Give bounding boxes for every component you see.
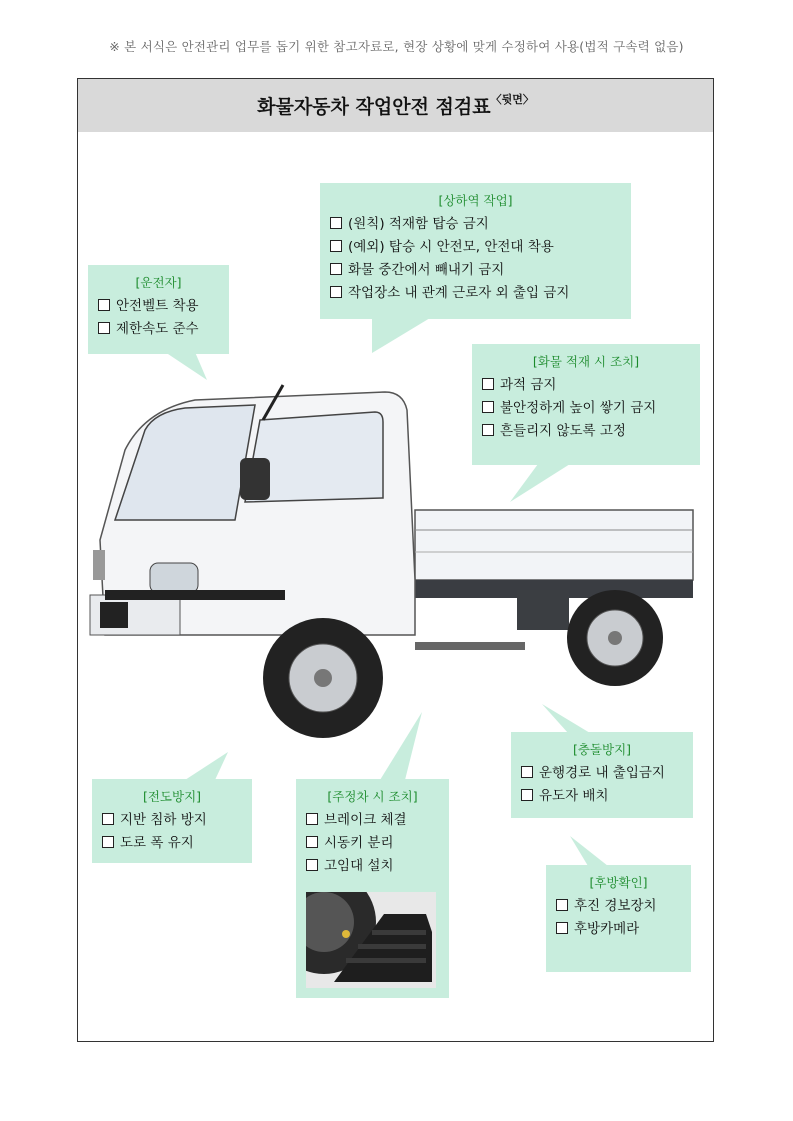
checklist-item[interactable]: 유도자 배치 <box>521 785 683 808</box>
checklist-item[interactable]: 제한속도 준수 <box>98 318 219 341</box>
checkbox-icon[interactable] <box>330 240 342 252</box>
wheel-chock-image <box>306 892 436 988</box>
checklist-item[interactable]: (원칙) 적재함 탑승 금지 <box>330 213 621 236</box>
checkbox-icon[interactable] <box>521 789 533 801</box>
checkbox-icon[interactable] <box>330 263 342 275</box>
checklist-item[interactable]: 고임대 설치 <box>306 855 439 878</box>
driver-heading: [운전자] <box>135 275 182 290</box>
checkbox-icon[interactable] <box>521 766 533 778</box>
checkbox-icon[interactable] <box>330 286 342 298</box>
checkbox-icon[interactable] <box>306 836 318 848</box>
rear-heading: [후방확인] <box>589 875 648 890</box>
checklist-item[interactable]: 과적 금지 <box>482 374 690 397</box>
rollover-heading: [전도방지] <box>142 789 202 804</box>
cargo-heading: [화물 적재 시 조치] <box>532 354 640 369</box>
checkbox-icon[interactable] <box>98 322 110 334</box>
checkbox-icon[interactable] <box>102 836 114 848</box>
checkbox-icon[interactable] <box>556 922 568 934</box>
checklist-item[interactable]: 도로 폭 유지 <box>102 832 242 855</box>
collision-heading: [충돌방지] <box>572 742 632 757</box>
title-suffix: 〈뒷면〉 <box>490 92 534 106</box>
checkbox-icon[interactable] <box>98 299 110 311</box>
checkbox-icon[interactable] <box>482 401 494 413</box>
cargo-section <box>472 344 700 465</box>
rollover-section <box>92 779 252 863</box>
rear-section <box>546 865 691 972</box>
checklist-item[interactable]: 불안정하게 높이 쌓기 금지 <box>482 397 690 420</box>
checkbox-icon[interactable] <box>482 424 494 436</box>
loading-section <box>320 183 631 319</box>
checkbox-icon[interactable] <box>306 859 318 871</box>
checklist-item[interactable]: 흔들리지 않도록 고정 <box>482 420 690 443</box>
checkbox-icon[interactable] <box>482 378 494 390</box>
checklist-item[interactable]: 시동키 분리 <box>306 832 439 855</box>
checklist-item[interactable]: 작업장소 내 관계 근로자 외 출입 금지 <box>330 282 621 305</box>
collision-section <box>511 732 693 818</box>
checkbox-icon[interactable] <box>102 813 114 825</box>
checkbox-icon[interactable] <box>556 899 568 911</box>
checklist-item[interactable]: 후방카메라 <box>556 918 681 941</box>
checklist-item[interactable]: 후진 경보장치 <box>556 895 681 918</box>
checklist-item[interactable]: 운행경로 내 출입금지 <box>521 762 683 785</box>
checklist-item[interactable]: 안전벨트 착용 <box>98 295 219 318</box>
page-title: 화물자동차 작업안전 점검표$^{〈뒷면〉}$ <box>257 92 534 118</box>
parking-heading: [주정차 시 조치] <box>327 789 418 804</box>
loading-heading: [상하역 작업] <box>438 193 513 208</box>
checklist-item[interactable]: (예외) 탑승 시 안전모, 안전대 착용 <box>330 236 621 259</box>
checkbox-icon[interactable] <box>306 813 318 825</box>
disclaimer-note: ※ 본 서식은 안전관리 업무를 돕기 위한 참고자료로, 현장 상황에 맞게 수정하여 사용(법적 구속력 없음) <box>109 39 684 54</box>
checklist-item[interactable]: 화물 중간에서 빼내기 금지 <box>330 259 621 282</box>
checklist-item[interactable]: 지반 침하 방지 <box>102 809 242 832</box>
driver-section <box>88 265 229 354</box>
checklist-item[interactable]: 브레이크 체결 <box>306 809 439 832</box>
checkbox-icon[interactable] <box>330 217 342 229</box>
